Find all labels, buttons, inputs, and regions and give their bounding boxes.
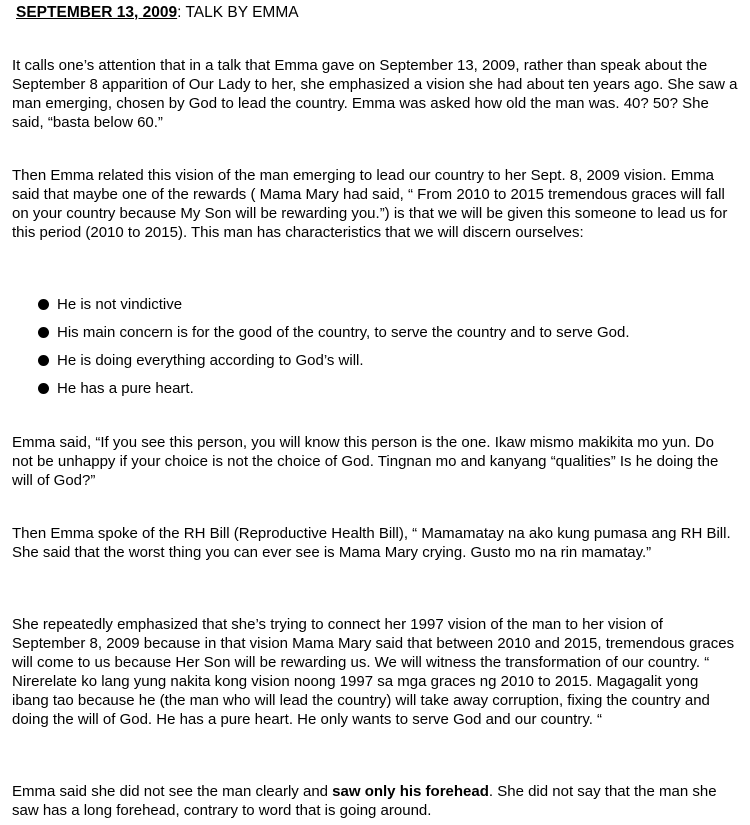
paragraph-3: Emma said, “If you see this person, you will know this person is the one. Ikaw mismo makikita mo yun. Do not be unhappy if your choice is not the choice of God. Tingnan mo and kanyang “qualities” Is he doing the will of God?” bbox=[12, 434, 719, 489]
bullet-dot-icon bbox=[38, 327, 49, 338]
list-item bbox=[38, 323, 630, 351]
list-item-text: He is doing everything according to God’s will. bbox=[57, 352, 364, 369]
paragraph-2: Then Emma related this vision of the man emerging to lead our country to her Sept. 8, 2009 vision. Emma said that maybe one of the rewards ( Mama Mary had said, “ From 2010 to 2015 tremendous graces will fall on your country because My Son will be rewarding you.”) is that we will be given this someone to lead us for this period (2010 to 2015). This man has characteristics that we will discern ourselves: bbox=[12, 167, 728, 241]
paragraph-6-emphasis: saw only his forehead bbox=[332, 783, 489, 800]
characteristics-list bbox=[38, 295, 630, 407]
list-item-text: His main concern is for the good of the country, to serve the country and to serve God. bbox=[57, 324, 630, 341]
list-item-text: He has a pure heart. bbox=[57, 380, 194, 397]
document-heading bbox=[16, 4, 299, 22]
list-item-text: He is not vindictive bbox=[57, 296, 183, 313]
paragraph-6 bbox=[12, 782, 738, 820]
paragraph-1: It calls one’s attention that in a talk that Emma gave on September 13, 2009, rather than speak about the September 8 apparition of Our Lady to her, she emphasized a vision she had about ten years ago. She saw a man emerging, chosen by God to lead the country. Emma was asked how old the man was. 40? 50? She said, “basta below 60.” bbox=[12, 57, 738, 131]
list-item bbox=[38, 351, 630, 379]
paragraph-6-start: Emma said she did not see the man clearly and bbox=[12, 783, 333, 800]
bullet-dot-icon bbox=[38, 383, 49, 394]
bullet-dot-icon bbox=[38, 299, 49, 310]
list-item bbox=[38, 295, 630, 323]
paragraph-5: She repeatedly emphasized that she’s trying to connect her 1997 vision of the man to her vision of September 8, 2009 because in that vision Mama Mary said that between 2010 and 2015, tremendous graces will come to us because Her Son will be rewarding us. We will witness the transformation of our country. “ Nirerelate ko lang yung nakita kong vision noong 1997 sa mga graces ng 2010 to 2015. Magagalit yong ibang tao because he (the man who will lead the country) will take away corruption, fixing the country and doing the will of God. He has a pure heart. He only wants to serve God and our country. “ bbox=[12, 616, 735, 728]
bullet-dot-icon bbox=[38, 355, 49, 366]
heading-separator: : bbox=[177, 4, 182, 21]
heading-date: SEPTEMBER 13, 2009 bbox=[16, 4, 178, 21]
list-item bbox=[38, 379, 630, 407]
paragraph-6-end: . She did not say that the man she saw has a long forehead, contrary to word that is going around. bbox=[12, 783, 717, 819]
paragraph-4: Then Emma spoke of the RH Bill (Reproductive Health Bill), “ Mamamatay na ako kung pumasa ang RH Bill. She said that the worst thing you can ever see is Mama Mary crying. Gusto mo na rin mamatay.” bbox=[12, 525, 731, 561]
heading-title: TALK BY EMMA bbox=[185, 4, 299, 21]
